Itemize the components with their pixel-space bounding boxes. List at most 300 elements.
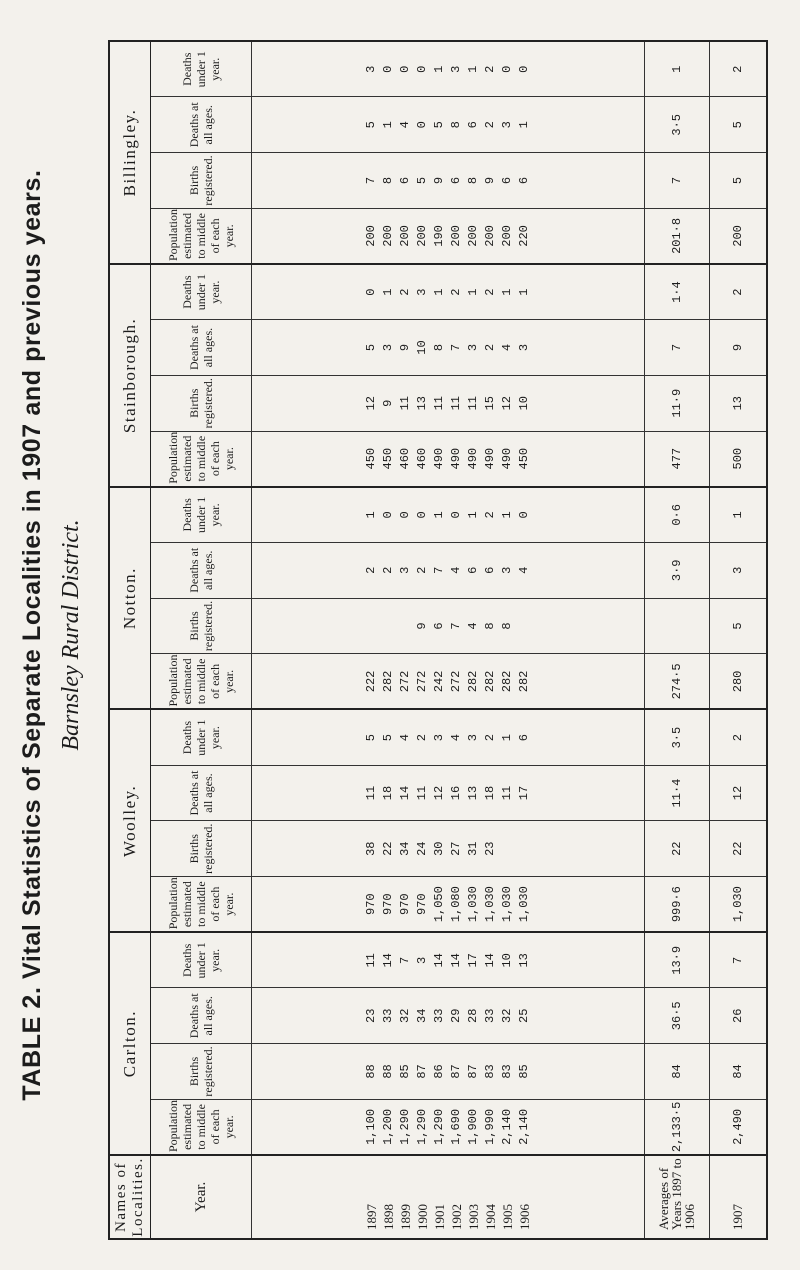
table-cell (516, 821, 533, 876)
table-cell: 11 (363, 953, 378, 968)
carlton-pop-average: 2,133·5 (644, 1099, 709, 1155)
notton-pop-column (252, 654, 645, 710)
table-cell: 282 (465, 670, 480, 693)
table-cell: 282 (380, 670, 395, 693)
billingley-births-1907: 5 (709, 153, 767, 209)
table-cell: 88 (363, 1064, 378, 1079)
table-cell: 200 (482, 225, 497, 247)
table-cell: 0 (414, 121, 429, 129)
table-cell: 13 (465, 785, 480, 801)
table-cell: 11 (448, 396, 463, 411)
year-header: Year. (151, 1155, 252, 1239)
table-cell: 5 (380, 734, 395, 742)
column-header-pop: Population estimated to middle of each year. (151, 431, 252, 487)
table-cell: 2 (482, 121, 497, 129)
table-cell: 4 (397, 734, 412, 742)
table-cell: 1 (380, 121, 395, 129)
table-cell: 1 (465, 288, 480, 296)
table-cell: 33 (431, 1008, 446, 1023)
table-cell: 1 (499, 511, 514, 519)
table-cell: 2 (414, 566, 429, 574)
carlton-deaths-1907: 26 (709, 988, 767, 1044)
column-header-pop: Population estimated to middle of each year. (151, 1099, 252, 1155)
table-cell: 970 (414, 893, 429, 915)
stainborough-pop-column (252, 431, 645, 487)
table-cell: 33 (380, 1008, 395, 1023)
table-cell: 0 (448, 511, 463, 519)
averages-row (644, 41, 709, 1239)
stainborough-births-column (252, 375, 645, 431)
table-cell: 25 (516, 1008, 531, 1023)
table-cell: 1,900 (465, 1108, 480, 1145)
table-cell: 86 (431, 1064, 446, 1079)
table-cell: 11 (397, 396, 412, 411)
table-cell: 7 (448, 343, 463, 352)
table-cell: 29 (448, 1008, 463, 1023)
table-cell: 3 (414, 288, 429, 296)
table-cell: 8 (465, 176, 480, 185)
table-cell: 12 (431, 785, 446, 801)
table-cell: 460 (397, 447, 412, 470)
column-header-infant: Deaths under 1 year. (151, 710, 252, 766)
column-header-pop: Population estimated to middle of each year. (151, 654, 252, 710)
table-cell: 2 (363, 566, 378, 574)
billingley-pop-average: 201·8 (644, 208, 709, 264)
table-cell: 200 (465, 225, 480, 247)
table-cell: 1,050 (431, 886, 446, 923)
table-cell: 1 (465, 511, 480, 519)
table-cell: 31 (465, 841, 480, 856)
woolley-deaths-average: 11·4 (644, 765, 709, 821)
table-cell: 450 (516, 447, 531, 470)
table-cell: 87 (448, 1064, 463, 1079)
year-1907-label: 1907 (709, 1155, 767, 1239)
stainborough-deaths-column (252, 320, 645, 376)
table-cell: 4 (516, 566, 531, 574)
table-cell: 2 (397, 288, 412, 296)
billingley-births-column (252, 153, 645, 209)
carlton-pop-column (252, 1099, 645, 1155)
table-cell: 23 (363, 1008, 378, 1023)
table-cell: 4 (397, 121, 412, 129)
table-cell: 7 (448, 622, 463, 630)
year-label: 1901 (431, 1204, 447, 1230)
stainborough-infant-average: 1·4 (644, 264, 709, 320)
carlton-deaths-column (252, 988, 645, 1044)
column-header-births: Births registered. (151, 598, 252, 654)
billingley-infant-column (252, 41, 645, 97)
vital-statistics-table (108, 40, 768, 1240)
table-cell: 3 (380, 343, 395, 352)
table-cell: 1,030 (465, 886, 480, 923)
table-cell: 3 (431, 734, 446, 742)
table-cell: 14 (431, 953, 446, 968)
table-cell: 0 (516, 511, 531, 519)
table-cell: 1 (380, 288, 395, 296)
stainborough-pop-average: 477 (644, 431, 709, 487)
table-cell: 0 (414, 511, 429, 519)
table-cell: 6 (499, 176, 514, 185)
carlton-infant-1907: 7 (709, 932, 767, 988)
table-cell: 30 (431, 841, 446, 856)
column-header-row (151, 41, 252, 1239)
table-cell: 7 (431, 566, 446, 574)
stainborough-infant-column (252, 264, 645, 320)
table-cell: 10 (499, 953, 514, 968)
billingley-pop-column (252, 208, 645, 264)
table-cell: 190 (431, 225, 446, 247)
table-cell: 0 (516, 65, 531, 73)
table-cell: 2 (482, 511, 497, 519)
table-cell: 83 (482, 1064, 497, 1079)
table-cell: 7 (397, 956, 412, 964)
table-cell: 1 (363, 511, 378, 519)
table-cell: 5 (431, 121, 446, 129)
table-cell: 272 (448, 670, 463, 693)
table-cell (397, 599, 414, 654)
table-cell: 220 (516, 225, 531, 247)
table-cell: 0 (499, 65, 514, 73)
table-cell: 8 (499, 622, 514, 630)
year-label: 1900 (414, 1204, 430, 1230)
stainborough-births-1907: 13 (709, 375, 767, 431)
table-cell: 490 (499, 447, 514, 470)
table-cell: 1 (431, 288, 446, 296)
stainborough-births-average: 11·9 (644, 375, 709, 431)
table-cell: 5 (363, 343, 378, 352)
table-cell: 3 (448, 65, 463, 73)
billingley-births-average: 7 (644, 153, 709, 209)
table-cell: 1 (499, 288, 514, 296)
table-cell: 6 (482, 566, 497, 574)
table-cell: 200 (363, 225, 378, 247)
table-cell: 6 (465, 566, 480, 574)
table-cell: 242 (431, 670, 446, 693)
table-number: TABLE 2. (18, 986, 46, 1101)
table-cell: 1 (465, 65, 480, 73)
table-cell: 17 (516, 785, 531, 801)
column-header-pop: Population estimated to middle of each year. (151, 877, 252, 933)
page-title (18, 0, 47, 1270)
table-cell: 2 (482, 65, 497, 73)
table-cell: 1,030 (499, 886, 514, 923)
table-cell: 1,290 (431, 1108, 446, 1145)
woolley-births-1907: 22 (709, 821, 767, 877)
woolley-infant-1907: 2 (709, 710, 767, 766)
year-label: 1905 (499, 1204, 515, 1230)
table-cell: 2 (448, 288, 463, 296)
billingley-infant-average: 1 (644, 41, 709, 97)
yearly-rows (252, 41, 645, 1239)
table-cell: 1 (431, 65, 446, 73)
table-cell: 200 (448, 225, 463, 247)
table-cell: 5 (414, 176, 429, 185)
column-header-births: Births registered. (151, 1044, 252, 1100)
column-header-infant: Deaths under 1 year. (151, 932, 252, 988)
table-heading: Vital Statistics of Separate Localities in 1907 and previous years. (18, 169, 46, 979)
woolley-pop-1907: 1,030 (709, 877, 767, 933)
table-cell: 87 (465, 1064, 480, 1079)
column-header-infant: Deaths under 1 year. (151, 487, 252, 543)
woolley-pop-column (252, 877, 645, 933)
table-cell: 14 (397, 785, 412, 801)
table-cell: 11 (465, 396, 480, 411)
table-cell: 9 (414, 622, 429, 630)
stainborough-pop-1907: 500 (709, 431, 767, 487)
notton-infant-column (252, 487, 645, 543)
table-cell: 34 (397, 841, 412, 856)
column-header-deaths: Deaths at all ages. (151, 542, 252, 598)
column-header-infant: Deaths under 1 year. (151, 41, 252, 97)
table-cell: 490 (482, 447, 497, 470)
notton-deaths-1907: 3 (709, 542, 767, 598)
stainborough-deaths-1907: 9 (709, 320, 767, 376)
table-cell: 200 (414, 225, 429, 247)
table-cell: 28 (465, 1008, 480, 1023)
billingley-deaths-1907: 5 (709, 97, 767, 153)
table-cell: 6 (431, 622, 446, 630)
notton-pop-1907: 280 (709, 654, 767, 710)
table-cell: 11 (431, 396, 446, 411)
carlton-deaths-average: 36·5 (644, 988, 709, 1044)
billingley-deaths-average: 3·5 (644, 97, 709, 153)
table-cell: 11 (499, 785, 514, 801)
table-cell: 3 (363, 65, 378, 73)
woolley-births-column (252, 821, 645, 877)
table-cell: 2,140 (516, 1108, 531, 1145)
table-cell: 1,200 (380, 1108, 395, 1145)
table-cell: 0 (397, 65, 412, 73)
table-cell: 1,080 (448, 886, 463, 923)
table-cell: 1,290 (414, 1108, 429, 1145)
carlton-infant-average: 13·9 (644, 932, 709, 988)
table-cell: 4 (499, 343, 514, 352)
table-cell: 200 (380, 225, 395, 247)
table-cell: 32 (397, 1008, 412, 1023)
table-cell: 17 (465, 953, 480, 968)
table-cell: 0 (380, 65, 395, 73)
table-cell: 4 (448, 566, 463, 574)
table-cell: 3 (499, 566, 514, 574)
woolley-infant-column (252, 710, 645, 766)
table-cell: 0 (363, 288, 378, 296)
table-cell: 490 (448, 447, 463, 470)
table-cell: 18 (482, 785, 497, 801)
year-label: 1897 (363, 1204, 379, 1230)
table-cell: 6 (465, 121, 480, 129)
table-cell: 85 (397, 1064, 412, 1079)
year-label: 1899 (397, 1204, 413, 1230)
table-cell: 3 (516, 343, 531, 352)
year-label: 1906 (516, 1204, 532, 1230)
woolley-pop-average: 999·6 (644, 877, 709, 933)
table-cell: 22 (380, 841, 395, 856)
table-cell: 18 (380, 785, 395, 801)
years-list (252, 1155, 645, 1239)
column-header-births: Births registered. (151, 821, 252, 877)
woolley-infant-average: 3·5 (644, 710, 709, 766)
table-cell (516, 599, 533, 654)
locality-header-billingley: Billingley. (109, 41, 151, 264)
table-cell: 9 (397, 343, 412, 352)
table-cell: 222 (363, 670, 378, 693)
table-cell: 13 (516, 953, 531, 968)
table-cell: 9 (431, 176, 446, 185)
table-cell: 1 (516, 121, 531, 129)
table-cell: 15 (482, 396, 497, 411)
table-cell: 460 (414, 447, 429, 470)
table-cell: 7 (363, 176, 378, 185)
notton-births-1907: 5 (709, 598, 767, 654)
notton-births-average (644, 598, 709, 654)
table-cell: 1 (499, 734, 514, 742)
column-header-infant: Deaths under 1 year. (151, 264, 252, 320)
billingley-deaths-column (252, 97, 645, 153)
year-label: 1903 (465, 1204, 481, 1230)
carlton-pop-1907: 2,490 (709, 1099, 767, 1155)
table-cell (363, 599, 380, 654)
stainborough-deaths-average: 7 (644, 320, 709, 376)
billingley-infant-1907: 2 (709, 41, 767, 97)
table-cell: 970 (397, 893, 412, 915)
table-cell: 5 (363, 734, 378, 742)
statistics-table-wrap (108, 40, 768, 1240)
table-cell: 970 (380, 893, 395, 915)
billingley-pop-1907: 200 (709, 208, 767, 264)
table-cell: 3 (499, 121, 514, 129)
column-header-deaths: Deaths at all ages. (151, 988, 252, 1044)
year-1907-row (709, 41, 767, 1239)
averages-label: Averages of Years 1897 to 1906 (644, 1155, 709, 1239)
column-header-births: Births registered. (151, 153, 252, 209)
table-cell: 450 (380, 447, 395, 470)
table-cell: 6 (448, 176, 463, 185)
table-cell: 12 (363, 396, 378, 411)
carlton-births-column (252, 1044, 645, 1100)
table-cell: 34 (414, 1008, 429, 1023)
table-cell: 282 (482, 670, 497, 693)
year-label: 1902 (448, 1204, 464, 1230)
table-cell: 6 (397, 176, 412, 185)
table-cell: 490 (431, 447, 446, 470)
table-cell: 1,290 (397, 1108, 412, 1145)
table-cell: 14 (482, 953, 497, 968)
table-cell: 6 (516, 734, 531, 742)
table-cell: 970 (363, 893, 378, 915)
table-cell: 1,030 (482, 886, 497, 923)
woolley-births-average: 22 (644, 821, 709, 877)
table-cell: 24 (414, 841, 429, 856)
table-cell: 450 (363, 447, 378, 470)
table-cell: 23 (482, 841, 497, 856)
table-cell: 27 (448, 841, 463, 856)
table-cell: 2 (380, 566, 395, 574)
table-cell: 9 (482, 176, 497, 185)
table-cell: 2 (414, 734, 429, 742)
table-cell: 8 (448, 121, 463, 129)
locality-header-stainborough: Stainborough. (109, 264, 151, 487)
table-cell: 272 (414, 670, 429, 693)
stainborough-infant-1907: 2 (709, 264, 767, 320)
table-cell: 1,100 (363, 1108, 378, 1145)
column-header-births: Births registered. (151, 375, 252, 431)
carlton-births-average: 84 (644, 1044, 709, 1100)
year-label: 1904 (482, 1204, 498, 1230)
column-header-deaths: Deaths at all ages. (151, 97, 252, 153)
table-cell: 10 (414, 340, 429, 355)
table-cell: 1 (516, 288, 531, 296)
column-header-pop: Population estimated to middle of each year. (151, 208, 252, 264)
table-cell: 490 (465, 447, 480, 470)
table-cell: 6 (516, 176, 531, 185)
table-cell: 4 (465, 622, 480, 630)
locality-header-notton: Notton. (109, 487, 151, 710)
table-cell: 200 (499, 225, 514, 247)
carlton-births-1907: 84 (709, 1044, 767, 1100)
table-cell: 3 (465, 343, 480, 352)
table-cell: 1,030 (516, 886, 531, 923)
table-cell: 3 (397, 566, 412, 574)
table-cell: 33 (482, 1008, 497, 1023)
page-subtitle: Barnsley Rural District. (58, 519, 84, 751)
table-cell: 8 (431, 343, 446, 352)
table-cell: 282 (516, 670, 531, 693)
table-cell: 2 (482, 343, 497, 352)
table-cell: 88 (380, 1064, 395, 1079)
table-cell: 11 (414, 785, 429, 801)
notton-infant-average: 0·6 (644, 487, 709, 543)
table-cell: 0 (380, 511, 395, 519)
table-cell: 1 (431, 511, 446, 519)
table-cell: 3 (414, 956, 429, 964)
column-header-deaths: Deaths at all ages. (151, 765, 252, 821)
table-cell (499, 821, 516, 876)
notton-deaths-column (252, 542, 645, 598)
table-cell: 2 (482, 734, 497, 742)
table-cell: 10 (516, 396, 531, 411)
table-cell: 0 (414, 65, 429, 73)
table-cell: 11 (363, 785, 378, 801)
table-cell: 14 (448, 953, 463, 968)
table-cell: 200 (397, 225, 412, 247)
table-cell: 87 (414, 1064, 429, 1079)
table-cell: 1,990 (482, 1108, 497, 1145)
table-cell: 282 (499, 670, 514, 693)
table-cell: 13 (414, 396, 429, 411)
table-cell (380, 599, 397, 654)
notton-pop-average: 274·5 (644, 654, 709, 710)
table-cell: 272 (397, 670, 412, 693)
table-cell: 8 (482, 622, 497, 630)
woolley-deaths-1907: 12 (709, 765, 767, 821)
table-cell: 2 (482, 288, 497, 296)
table-cell: 4 (448, 734, 463, 742)
table-cell: 12 (499, 396, 514, 411)
table-cell: 8 (380, 176, 395, 185)
table-cell: 2,140 (499, 1108, 514, 1145)
locality-header-row (109, 41, 151, 1239)
table-cell: 14 (380, 953, 395, 968)
table-cell: 85 (516, 1064, 531, 1079)
locality-header-woolley: Woolley. (109, 710, 151, 933)
column-header-deaths: Deaths at all ages. (151, 320, 252, 376)
table-cell: 9 (380, 399, 395, 407)
table-cell: 38 (363, 841, 378, 856)
table-cell: 0 (397, 511, 412, 519)
names-of-localities-header: Names of Localities. (109, 1155, 151, 1239)
table-cell: 1,690 (448, 1108, 463, 1145)
carlton-infant-column (252, 932, 645, 988)
